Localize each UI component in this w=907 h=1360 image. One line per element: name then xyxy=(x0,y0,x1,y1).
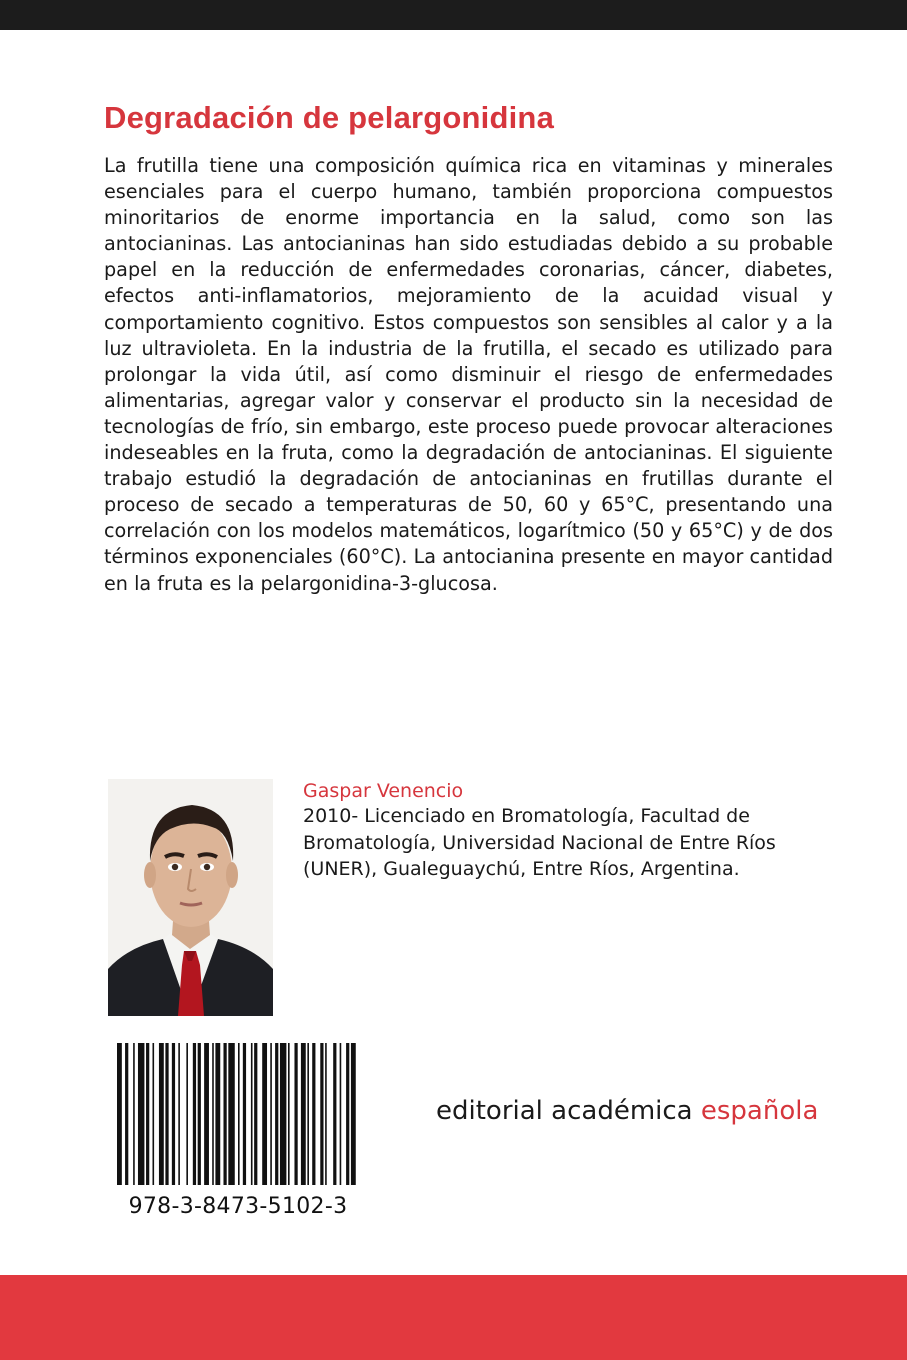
isbn-number: 978-3-8473-5102-3 xyxy=(128,1194,348,1219)
author-bio: 2010- Licenciado en Bromatología, Facultad de Bromatología, Universidad Nacional de Entre Ríos (UNER), Gualeguaychú, Entre Ríos, Argentina. xyxy=(303,805,776,880)
barcode-bar xyxy=(275,1043,278,1185)
barcode-bar xyxy=(270,1043,272,1185)
barcode-bar xyxy=(172,1043,175,1185)
barcode-bar xyxy=(223,1043,226,1185)
barcode-bar xyxy=(238,1043,240,1185)
barcode-bar xyxy=(351,1043,356,1185)
barcode-bar xyxy=(288,1043,290,1185)
barcode-bar xyxy=(294,1043,297,1185)
barcode-bar xyxy=(146,1043,149,1185)
barcode-bar xyxy=(117,1043,122,1185)
publisher-name: editorial académica xyxy=(436,1096,701,1126)
top-bar xyxy=(0,0,907,30)
barcode-bar xyxy=(125,1043,128,1185)
barcode-bar xyxy=(186,1043,188,1185)
author-photo xyxy=(108,779,273,1016)
bottom-bar xyxy=(0,1275,907,1360)
barcode-bar xyxy=(320,1043,323,1185)
barcode-bar xyxy=(152,1043,154,1185)
barcode-bar xyxy=(333,1043,336,1185)
barcode-bar xyxy=(325,1043,327,1185)
publisher-logo xyxy=(436,1096,818,1126)
book-description: La frutilla tiene una composición química rica en vitaminas y minerales esenciales para el cuerpo humano, también proporciona compuestos minoritarios de enorme importancia en la salud, como son las antocianinas. Las antocianinas han sido estudiadas debido a su probable papel en la reducción de enfermedades coronarias, cáncer, diabetes, efectos anti-inflamatorios, mejoramiento de la acuidad visual y comportamiento cognitivo. Estos compuestos son sensibles al calor y a la luz ultravioleta. En la industria de la frutilla, el secado es utilizado para prolongar la vida útil, así como disminuir el riesgo de enfermedades alimentarias, agregar valor y conservar el producto sin la necesidad de tecnologías de frío, sin embargo, este proceso puede provocar alteraciones indeseables en la fruta, como la degradación de antocianinas. El siguiente trabajo estudió la degradación de antocianinas en frutillas durante el proceso de secado a temperaturas de 50, 60 y 65°C, presentando una correlación con los modelos matemáticos, logarítmico (50 y 65°C) y de dos términos exponenciales (60°C). La antocianina presente en mayor cantidad en la fruta es la pelargonidina-3-glucosa. xyxy=(104,154,833,595)
barcode-bar xyxy=(307,1043,309,1185)
barcode-bar xyxy=(228,1043,234,1185)
barcode-bar xyxy=(312,1043,315,1185)
barcode-bar xyxy=(198,1043,201,1185)
barcode-bar xyxy=(204,1043,209,1185)
barcode-bar xyxy=(212,1043,214,1185)
barcode-bar xyxy=(340,1043,342,1185)
barcode-bar xyxy=(262,1043,267,1185)
barcode-bar xyxy=(133,1043,135,1185)
barcode xyxy=(117,1043,359,1185)
barcode-bar xyxy=(165,1043,168,1185)
barcode-bar xyxy=(243,1043,246,1185)
barcode-bar xyxy=(251,1043,253,1185)
barcode-bar xyxy=(346,1043,349,1185)
barcode-bar xyxy=(254,1043,257,1185)
publisher-name-accent: española xyxy=(700,1096,819,1126)
barcode-bar xyxy=(138,1043,144,1185)
barcode-bar xyxy=(159,1043,164,1185)
barcode-bar xyxy=(280,1043,286,1185)
author-name: Gaspar Venencio xyxy=(303,780,464,802)
book-title: Degradación de pelargonidina xyxy=(104,100,555,135)
barcode-bar xyxy=(193,1043,196,1185)
barcode-bar xyxy=(215,1043,220,1185)
barcode-bar xyxy=(178,1043,180,1185)
barcode-bar xyxy=(301,1043,306,1185)
